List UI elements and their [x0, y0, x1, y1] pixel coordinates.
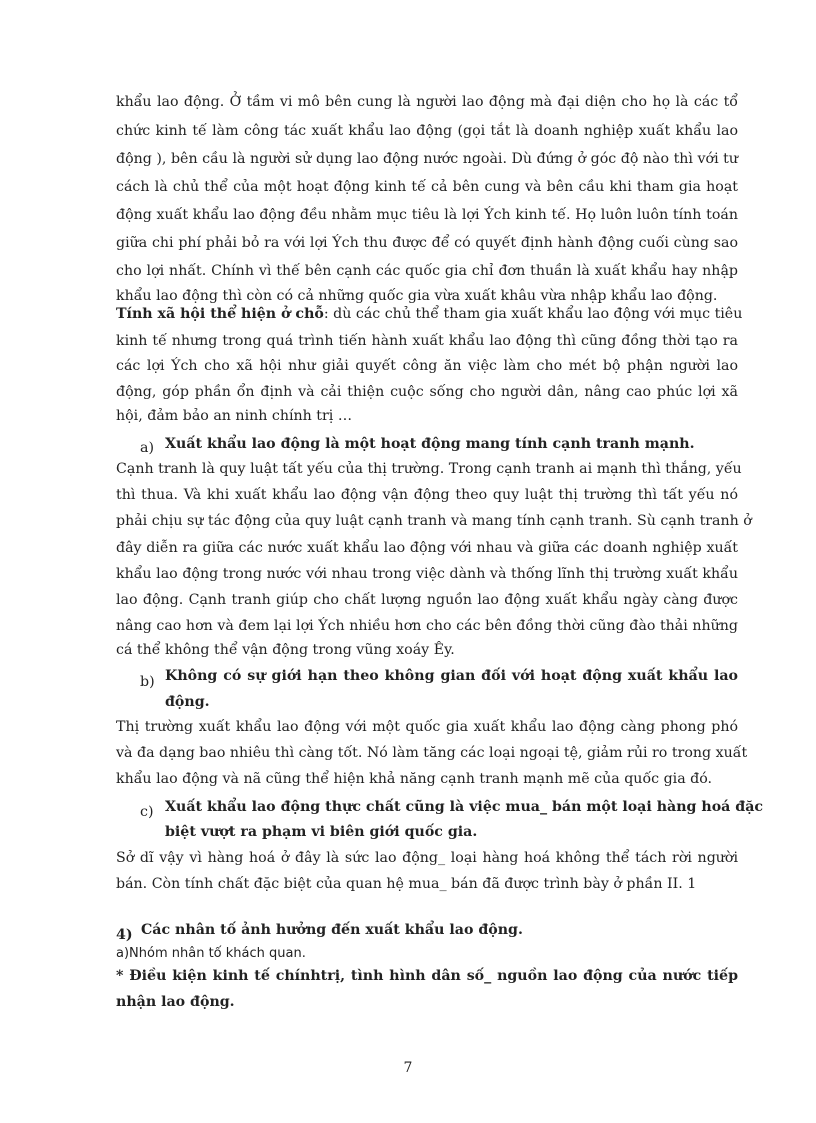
paragraph-line: cá thể không thể vận động trong vũng xoáy Êy. [116, 642, 455, 658]
section-4-heading: Các nhân tố ảnh hưởng đến xuất khẩu lao động. [141, 922, 523, 938]
paragraph-line: các lợi Ých cho xã hội như giải quyết công ăn việc làm cho mét bộ phận người lao [116, 358, 738, 374]
paragraph-line: hội, đảm bảo an ninh chính trị … [116, 408, 353, 424]
paragraph-line: động, góp phần ổn định và cải thiện cuộc sống cho người dân, nâng cao phúc lợi xã [116, 384, 738, 400]
paragraph-line: cách là chủ thể của một hoạt động kinh tế cả bên cung và bên cầu khi tham gia hoạt [116, 179, 738, 195]
paragraph-line: Thị trường xuất khẩu lao động với một quốc gia xuất khẩu lao động càng phong phó [116, 719, 738, 735]
section-b-heading: Không có sự giới hạn theo không gian đối với hoạt động xuất khẩu lao [165, 668, 738, 684]
subsection-heading: a)Nhóm nhân tố khách quan. [116, 946, 306, 961]
social-lead: Tính xã hội thể hiện ở chỗ [116, 306, 324, 322]
paragraph-line: khẩu lao động trong nước với nhau trong việc dành và thống lĩnh thị trường xuất khẩu [116, 566, 738, 582]
paragraph-line: Cạnh tranh là quy luật tất yếu của thị trường. Trong cạnh tranh ai mạnh thì thắng, yếu [116, 461, 742, 477]
bold-line: nhận lao động. [116, 994, 235, 1010]
paragraph-line: cho lợi nhất. Chính vì thế bên cạnh các quốc gia chỉ đơn thuần là xuất khẩu hay nhập [116, 263, 738, 279]
social-first-rest: : dù các chủ thể tham gia xuất khẩu lao động với mục tiêu [323, 306, 743, 322]
paragraph-line: khẩu lao động và nã cũng thể hiện khả năng cạnh tranh mạnh mẽ của quốc gia đó. [116, 771, 713, 787]
paragraph-line: và đa dạng bao nhiêu thì càng tốt. Nó làm tăng các loại ngoại tệ, giảm rủi ro trong xuất [116, 745, 748, 761]
paragraph-line: động xuất khẩu lao động đều nhằm mục tiêu là lợi Ých kinh tế. Họ luôn luôn tính toán [116, 207, 738, 223]
paragraph-line: khẩu lao động. Ở tầm vi mô bên cung là người lao động mà đại diện cho họ là các tổ [116, 94, 738, 110]
section-b-heading-cont: động. [165, 694, 210, 710]
paragraph-line: giữa chi phí phải bỏ ra với lợi Ých thu được để có quyết định hành động cuối cùng sao [116, 235, 738, 251]
paragraph-line: kinh tế nhưng trong quá trình tiến hành xuất khẩu lao động thì cũng đồng thời tạo ra [116, 333, 738, 349]
social-paragraph-first-line [116, 304, 743, 324]
paragraph-line: bán. Còn tính chất đặc biệt của quan hệ mua_ bán đã được trình bày ở phần II. 1 [116, 876, 697, 892]
paragraph-line: lao động. Cạnh tranh giúp cho chất lượng nguồn lao động xuất khẩu ngày càng được [116, 592, 738, 608]
list-marker-a: a) [140, 440, 154, 456]
paragraph-line: khẩu lao động thì còn có cả những quốc gia vừa xuất khâu vừa nhập khẩu lao động. [116, 288, 718, 304]
section-c-heading-cont: biệt vượt ra phạm vi biên giới quốc gia. [165, 824, 478, 840]
paragraph-line: thì thua. Và khi xuất khẩu lao động vận động theo quy luật thị trường thì tất yếu nó [116, 487, 738, 503]
paragraph-line: Sở dĩ vậy vì hàng hoá ở đây là sức lao động_ loại hàng hoá không thể tách rời người [116, 850, 738, 866]
paragraph-line: phải chịu sự tác động của quy luật cạnh tranh và mang tính cạnh tranh. Sù cạnh tranh ở [116, 513, 752, 529]
list-marker-c: c) [140, 804, 154, 820]
paragraph-line: nâng cao hơn và đem lại lợi Ých nhiều hơn cho các bên đồng thời cũng đào thải những [116, 618, 738, 634]
section-c-heading: Xuất khẩu lao động thực chất cũng là việc mua_ bán một loại hàng hoá đặc [165, 799, 764, 815]
list-marker-b: b) [140, 674, 155, 690]
paragraph-line: chức kinh tế làm công tác xuất khẩu lao động (gọi tắt là doanh nghiệp xuất khẩu lao [116, 123, 738, 139]
bold-line: * Điều kiện kinh tế chínhtrị, tình hình dân số_ nguồn lao động của nước tiếp [116, 968, 738, 984]
list-marker-4: 4) [116, 927, 133, 943]
paragraph-line: động ), bên cầu là người sử dụng lao động nước ngoài. Dù đứng ở góc độ nào thì với tư [116, 151, 738, 167]
paragraph-line: đây diễn ra giữa các nước xuất khẩu lao động với nhau và giữa các doanh nghiệp xuất [116, 540, 738, 556]
section-a-heading: Xuất khẩu lao động là một hoạt động mang tính cạnh tranh mạnh. [165, 436, 695, 452]
page-number: 7 [403, 1060, 413, 1076]
